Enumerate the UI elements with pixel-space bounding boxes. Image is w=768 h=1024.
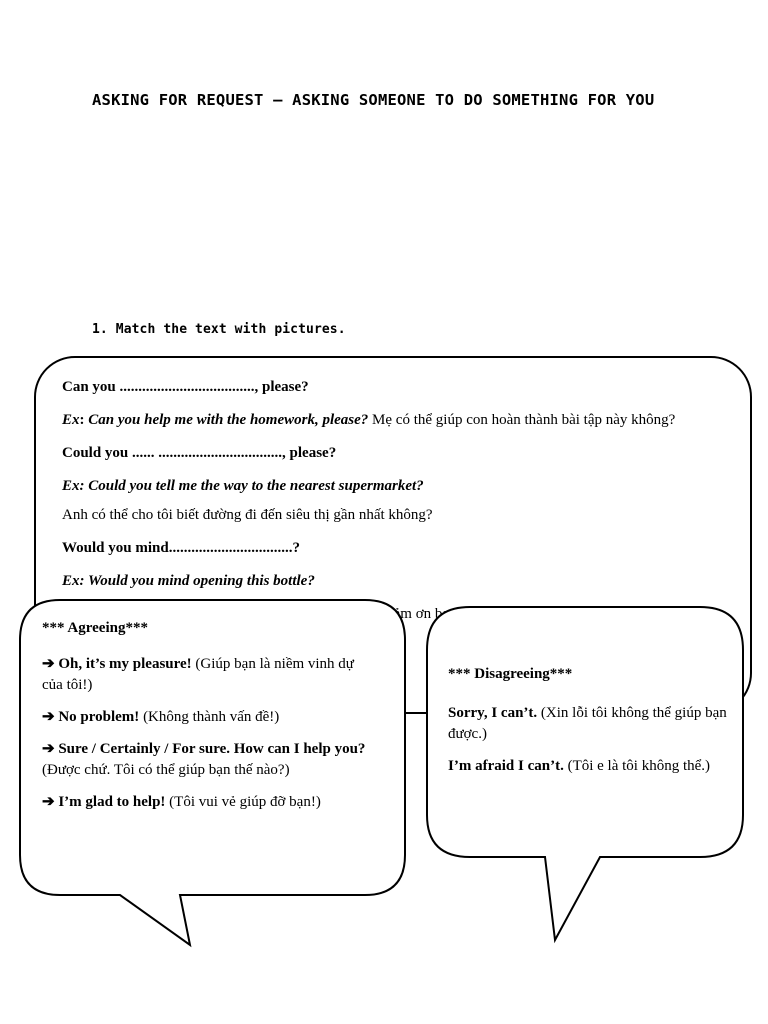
example-could-you: Ex: Could you tell me the way to the nearest supermarket? bbox=[62, 478, 424, 494]
example-vietnamese: Mẹ có thể giúp con hoàn thành bài tập này không? bbox=[368, 412, 676, 428]
example-could-you-vietnamese: Anh có thể cho tôi biết đường đi đến siêu thị gần nhất không? bbox=[62, 507, 433, 523]
request-pattern-could-you: Could you ...... ................................., please? bbox=[62, 445, 337, 461]
example-would-you-mind: Ex: Would you mind opening this bottle? bbox=[62, 573, 315, 589]
request-pattern-would-you-mind: Would you mind.................................? bbox=[62, 540, 300, 556]
arrow-icon: ➔ bbox=[42, 656, 55, 672]
example-label: Ex bbox=[62, 412, 80, 428]
request-pattern-can-you: Can you ...................................., please? bbox=[62, 379, 309, 395]
example-would-you-mind-vietnamese: ơn bbox=[415, 606, 432, 622]
example-colon: : bbox=[79, 412, 89, 428]
page-title: ASKING FOR REQUEST – ASKING SOMEONE TO DO SOMETHING FOR YOU bbox=[92, 91, 655, 109]
arrow-icon: ➔ bbox=[42, 741, 55, 757]
exercise-instruction: 1. Match the text with pictures. bbox=[92, 322, 346, 337]
disagree-item: I’m afraid I can’t. (Tôi e là tôi không thể.) bbox=[448, 758, 711, 774]
disagree-item: Sorry, I can’t. (Xin lỗi tôi không thể giúp bạn được.) bbox=[448, 705, 727, 742]
disagree-heading: *** Disagreeing*** bbox=[448, 666, 573, 682]
agree-item: ➔ I’m glad to help! (Tôi vui vẻ giúp đỡ bạn!) bbox=[42, 794, 321, 810]
agree-item: ➔ Sure / Certainly / For sure. How can I help you? (Được chứ. Tôi có thể giúp bạn thế nào?) bbox=[42, 741, 366, 778]
disagree-bubble bbox=[448, 664, 728, 788]
agree-heading: *** Agreeing*** bbox=[42, 620, 148, 636]
agree-bubble bbox=[42, 618, 374, 824]
agree-item: ➔ No problem! (Không thành vấn đề!) bbox=[42, 709, 280, 725]
agree-item: ➔ Oh, it’s my pleasure! (Giúp bạn là niềm vinh dự của tôi!) bbox=[42, 656, 354, 693]
arrow-icon: ➔ bbox=[42, 794, 55, 810]
example-english: Can you help me with the homework, please? bbox=[88, 412, 369, 428]
arrow-icon: ➔ bbox=[42, 709, 55, 725]
